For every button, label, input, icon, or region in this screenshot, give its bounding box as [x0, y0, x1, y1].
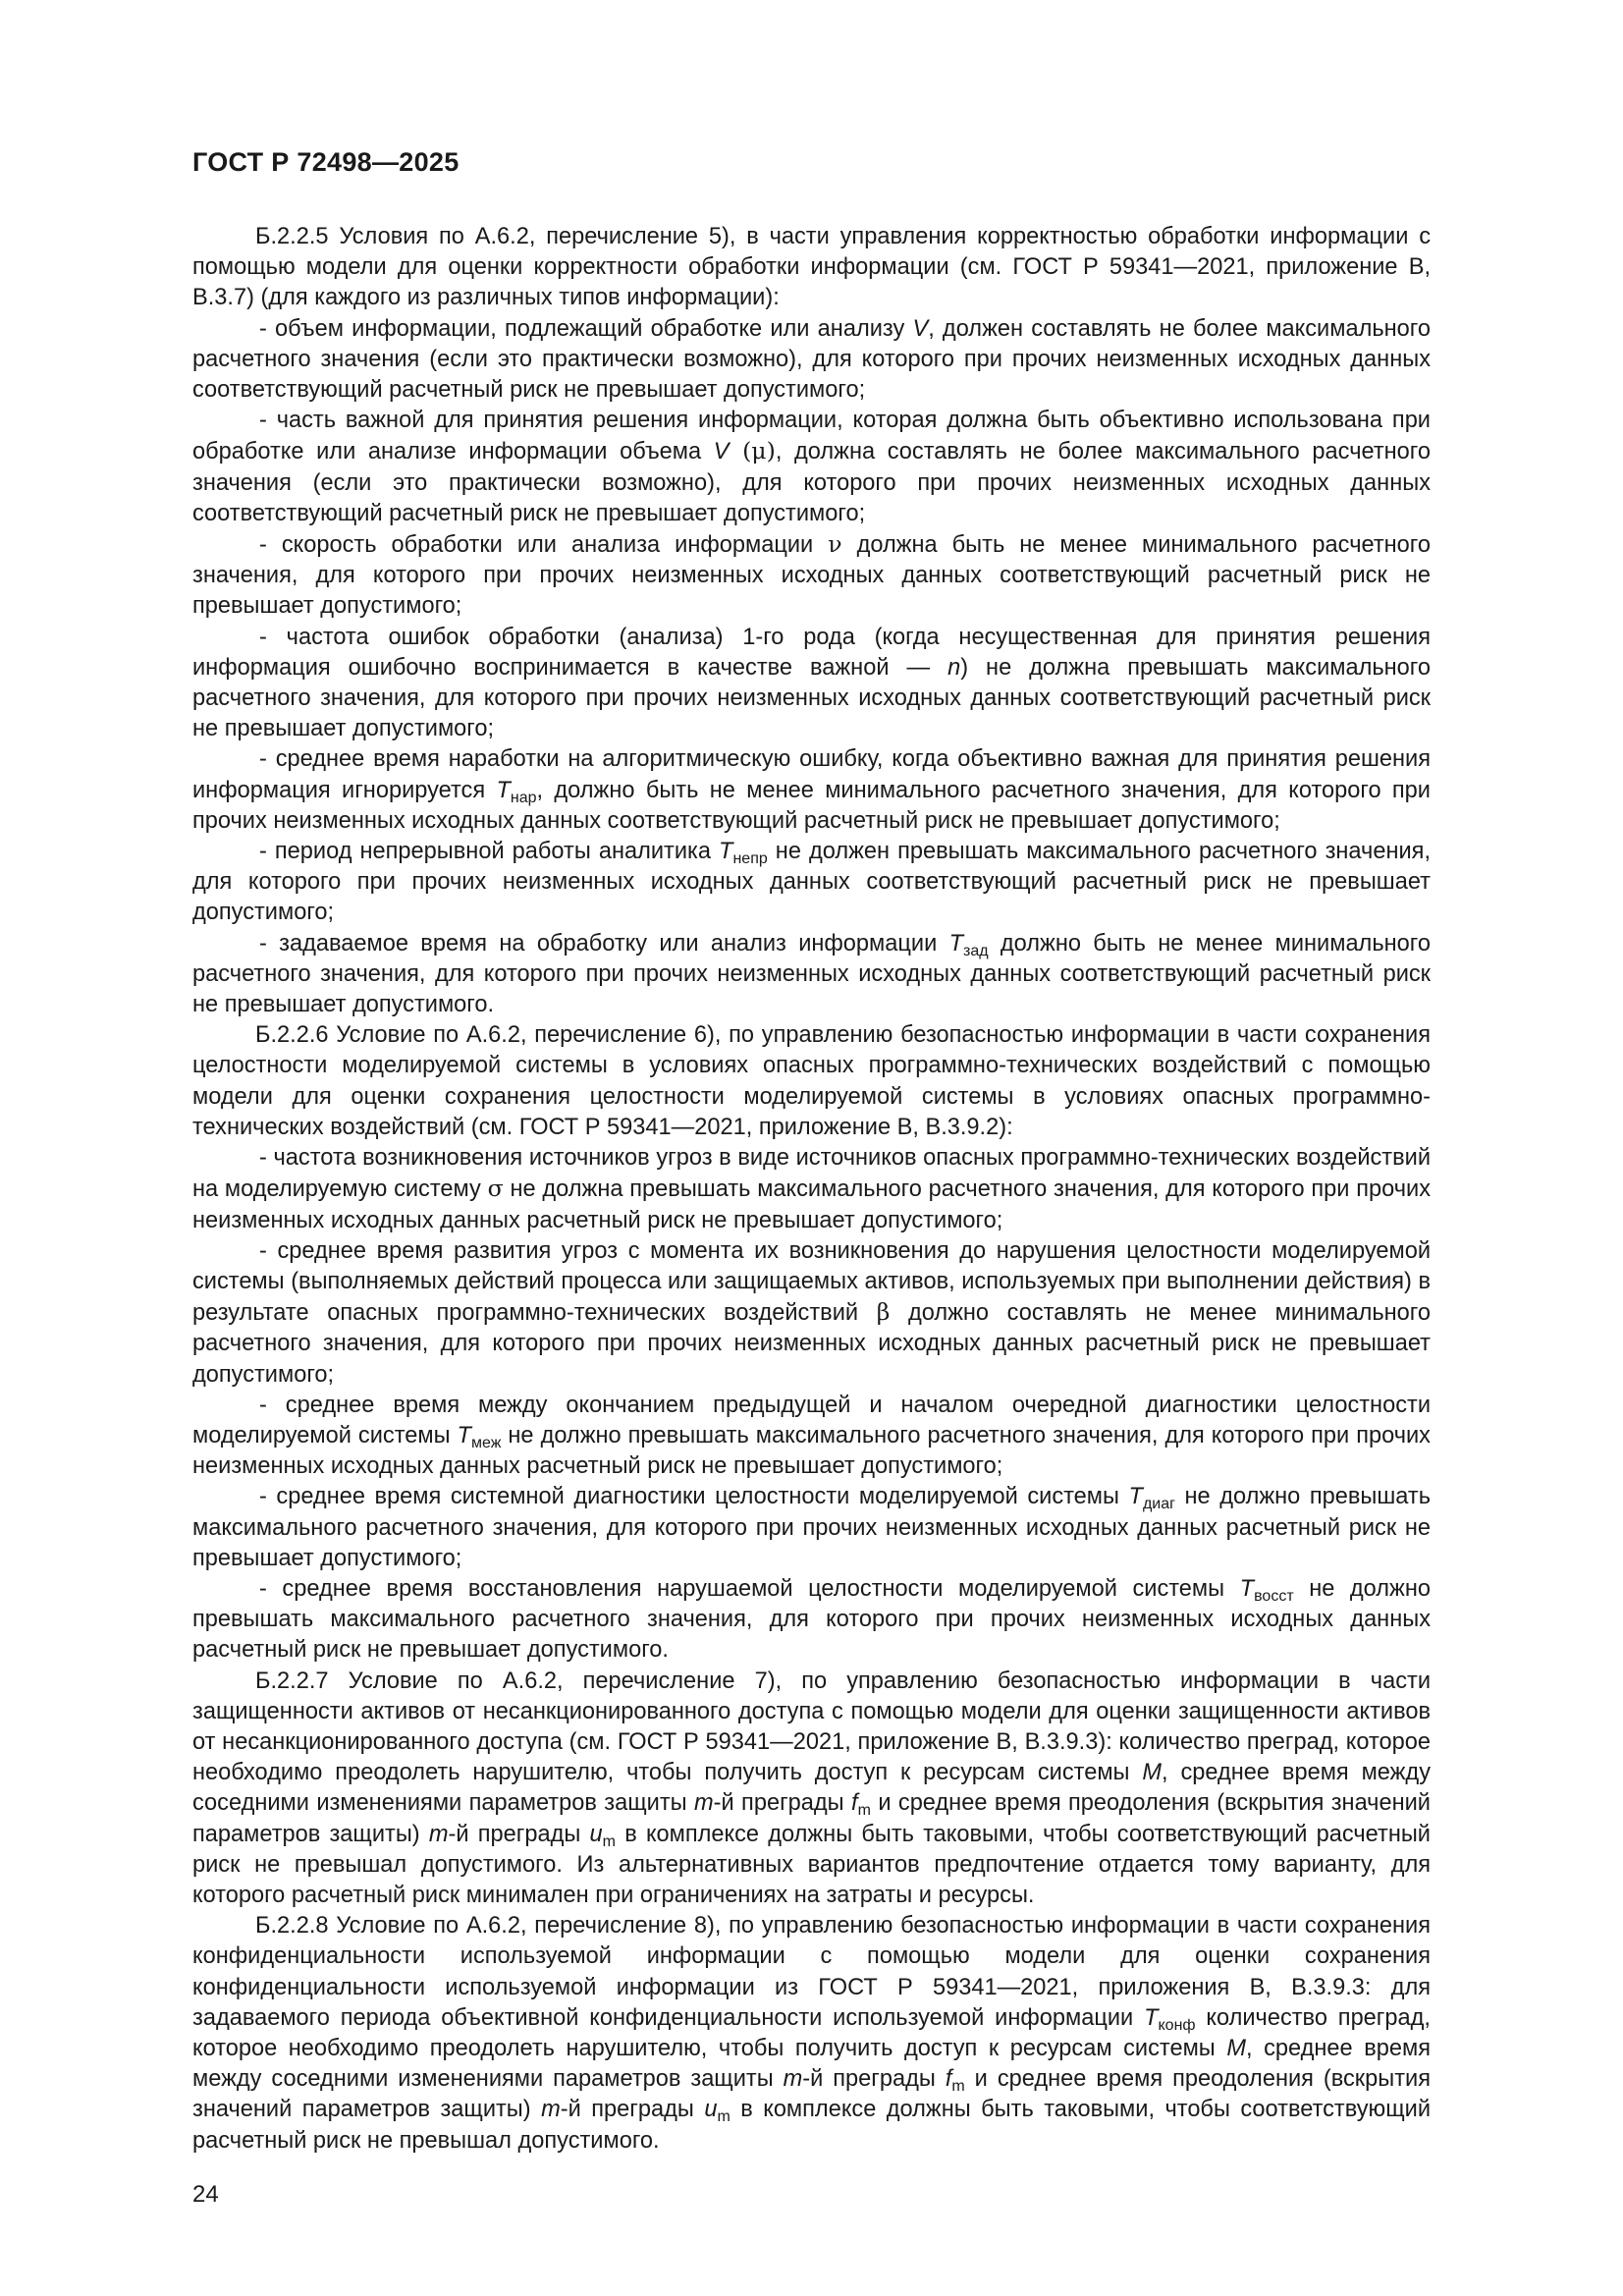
clause-b228: Б.2.2.8 Условие по А.6.2, перечисление 8), по управлению безопасностью информации в части сохранения конфиденциальности используемой информации с помощью модели для оценки сохранения конфиденциальности используемой информации из ГОСТ Р 59341—2021, приложения В, В.3.9.3: для задаваемого периода объективной конфиденциальности используемой информации $T_{конф}$ количество преград, которое необходимо преодолеть нарушителю, чтобы получить доступ к ресурсам системы M, среднее время между соседними изменениями параметров защиты m-й преграды $f_m$ и среднее время преодоления (вскрытия значений параметров защиты) m-й преграды $u_m$ в комплексе должны быть таковыми, чтобы соответствующий расчетный риск не превышал допустимого.	[192, 1913, 1431, 2154]
clause-b225-intro: Б.2.2.5 Условия по А.6.2, перечисление 5), в части управления корректностью обработки информации с помощью модели для оценки корректности обработки информации (см. ГОСТ Р 59341—2021, приложение В, В.3.7) (для каждого из различных типов информации):	[192, 224, 1431, 311]
clause-b225-item: - среднее время наработки на алгоритмическую ошибку, когда объективно важная для принятия решения информация игнорируется $T_{нар}$, должно быть не менее минимального расчетного значения, для которого при прочих неизменных исходных данных соответствующий расчетный риск не превышает допустимого;	[192, 746, 1431, 834]
clause-b225-item: - частота ошибок обработки (анализа) 1-го рода (когда несущественная для принятия решения информация ошибочно воспринимается в качестве важной — n) не должна превышать максимального расчетного значения, для которого при прочих неизменных исходных данных соответствующий расчетный риск не превышает допустимого;	[192, 624, 1432, 742]
clause-b226-item: - среднее время между окончанием предыдущей и началом очередной диагностики целостности моделируемой системы $T_{меж}$ не должно превышать максимального расчетного значения, для которого при прочих неизменных исходных данных расчетный риск не превышает допустимого;	[192, 1392, 1431, 1480]
page-number: 24	[192, 2181, 219, 2208]
document-body	[192, 222, 1431, 2157]
document-header: ГОСТ Р 72498—2025	[192, 147, 460, 177]
clause-b226-item: - среднее время восстановления нарушаемой целостности моделируемой системы $T_{восст}$ не должно превышать максимального расчетного значения, для которого при прочих неизменных исходных данных расчетный риск не превышает допустимого.	[192, 1575, 1431, 1664]
clause-b225-item: - скорость обработки или анализа информации ν должна быть не менее минимального расчетного значения, для которого при прочих неизменных исходных данных соответствующий расчетный риск не превышает допустимого;	[192, 530, 1431, 620]
clause-b225-item: - объем информации, подлежащий обработке или анализу V, должен составлять не более максимального расчетного значения (если это практически возможно), для которого при прочих неизменных исходных данных соответствующий расчетный риск не превышает допустимого;	[192, 315, 1432, 404]
clause-b226-intro: Б.2.2.6 Условие по А.6.2, перечисление 6), по управлению безопасностью информации в части сохранения целостности моделируемой системы в условиях опасных программно-технических воздействий с помощью модели для оценки сохранения целостности моделируемой системы в условиях опасных программно-технических воздействий (см. ГОСТ Р 59341—2021, приложение В, В.3.9.2):	[192, 1022, 1431, 1140]
clause-b225-item: - период непрерывной работы аналитика $T_{непр}$ не должен превышать максимального расчетного значения, для которого при прочих неизменных исходных данных соответствующий расчетный риск не превышает допустимого;	[192, 839, 1431, 926]
clause-b225-item: - задаваемое время на обработку или анализ информации $T_{зад}$ должно быть не менее минимального расчетного значения, для которого при прочих неизменных исходных данных соответствующий расчетный риск не превышает допустимого.	[192, 930, 1431, 1018]
clause-b226-item: - среднее время развития угроз с момента их возникновения до нарушения целостности моделируемой системы (выполняемых действий процесса или защищаемых активов, используемых при выполнении действия) в результате опасных программно-технических воздействий β должно составлять не менее минимального расчетного значения, для которого при прочих неизменных исходных данных расчетный риск не превышает допустимого;	[192, 1237, 1431, 1388]
clause-b225-item: - часть важной для принятия решения информации, которая должна быть объективно использована при обработке или анализе информации объема V (μ), должна составлять не более максимального расчетного значения (если это практически возможно), для которого при прочих неизменных исходных данных соответствующий расчетный риск не превышает допустимого;	[192, 408, 1431, 526]
clause-b227: Б.2.2.7 Условие по А.6.2, перечисление 7), по управлению безопасностью информации в части защищенности активов от несанкционированного доступа с помощью модели для оценки защищенности активов от несанкционированного доступа (см. ГОСТ Р 59341—2021, приложение В, В.3.9.3): количество преград, которое необходимо преодолеть нарушителю, чтобы получить доступ к ресурсам системы M, среднее время между соседними изменениями параметров защиты m-й преграды $f_m$ и среднее время преодоления (вскрытия значений параметров защиты) m-й преграды $u_m$ в комплексе должны быть таковыми, чтобы соответствующий расчетный риск не превышал допустимого. Из альтернативных вариантов предпочтение отдается тому варианту, для которого расчетный риск минимален при ограничениях на затраты и ресурсы.	[192, 1667, 1431, 1908]
clause-b226-item: - среднее время системной диагностики целостности моделируемой системы $T_{диаг}$ не должно превышать максимального расчетного значения, для которого при прочих неизменных исходных данных расчетный риск не превышает допустимого;	[192, 1484, 1431, 1571]
clause-b226-item: - частота возникновения источников угроз в виде источников опасных программно-технических воздействий на моделируемую систему σ не должна превышать максимального расчетного значения, для которого при прочих неизменных исходных данных расчетный риск не превышает допустимого;	[192, 1145, 1431, 1233]
